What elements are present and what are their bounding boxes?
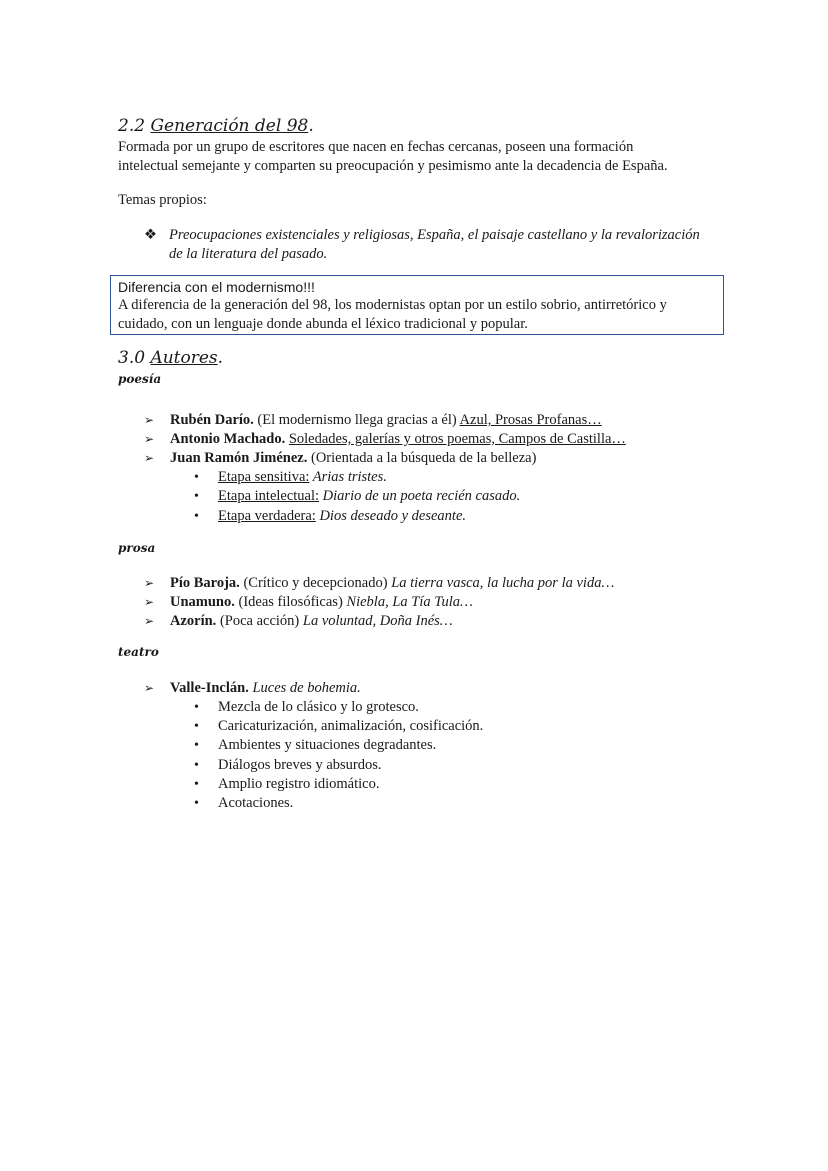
section-number: 3.0 (118, 348, 146, 368)
author-item (144, 430, 626, 449)
teatro-point-text: Diálogos breves y absurdos. (218, 757, 382, 773)
teatro-point-text: Caricaturización, animalización, cosificación. (218, 718, 484, 734)
etapa-item (194, 487, 520, 506)
author-name: Pío Baroja. (170, 575, 240, 591)
etapa-work: Diario de un poeta recién casado. (319, 488, 521, 504)
bullet-icon: • (194, 509, 199, 524)
author-works: Azul, Prosas Profanas… (459, 412, 602, 428)
temas-line-1: Preocupaciones existenciales y religiosas, España, el paisaje castellano y la revalorización (169, 227, 700, 243)
author-item (144, 449, 536, 468)
bullet-icon: • (194, 777, 199, 792)
author-item (144, 574, 614, 593)
author-name: Azorín. (170, 613, 217, 629)
temas-label: Temas propios: (118, 192, 207, 208)
etapa-work: Arias tristes. (309, 469, 387, 485)
section-heading-autores (118, 348, 223, 368)
subsection-poesia: poesía (118, 372, 162, 386)
section-title: Generación del 98 (150, 116, 309, 136)
arrow-icon: ➢ (144, 432, 155, 446)
author-works: La tierra vasca, la lucha por la vida… (391, 575, 615, 591)
teatro-point (194, 698, 419, 717)
author-name: Rubén Darío. (170, 412, 254, 428)
author-desc: (Poca acción) (216, 613, 303, 629)
author-item (144, 593, 473, 612)
section-title-period: . (217, 348, 224, 368)
author-works: Luces de bohemia. (248, 680, 361, 696)
author-desc: (Orientada a la búsqueda de la belleza) (307, 450, 537, 466)
author-desc: (El modernismo llega gracias a él) (253, 412, 460, 428)
author-item (144, 411, 602, 430)
author-item (144, 679, 361, 698)
arrow-icon: ➢ (144, 451, 155, 465)
etapa-label: Etapa sensitiva: (218, 469, 310, 485)
arrow-icon: ➢ (144, 681, 155, 695)
teatro-point-text: Acotaciones. (218, 795, 294, 811)
author-desc: (Ideas filosóficas) (234, 594, 347, 610)
author-works: Niebla, La Tía Tula… (346, 594, 473, 610)
section-number: 2.2 (118, 116, 146, 136)
etapa-label: Etapa intelectual: (218, 488, 320, 504)
temas-bullet-icon: ❖ (144, 227, 157, 243)
teatro-point (194, 775, 380, 794)
arrow-icon: ➢ (144, 413, 155, 427)
etapa-item (194, 468, 387, 487)
etapa-label: Etapa verdadera: (218, 508, 316, 524)
callout-title: Diferencia con el modernismo!!! (118, 279, 315, 295)
callout-line-1: A diferencia de la generación del 98, los modernistas optan por un estilo sobrio, antirretórico y (118, 297, 667, 313)
author-item (144, 612, 453, 631)
section-heading-gen98 (118, 116, 314, 136)
author-name: Antonio Machado. (170, 431, 286, 447)
callout-line-2: cuidado, con un lenguaje donde abunda el léxico tradicional y popular. (118, 316, 528, 332)
etapa-work: Dios deseado y deseante. (315, 508, 467, 524)
author-works: Soledades, galerías y otros poemas, Campos de Castilla… (288, 431, 626, 447)
author-name: Unamuno. (170, 594, 235, 610)
bullet-icon: • (194, 489, 199, 504)
subsection-teatro: teatro (118, 645, 159, 659)
bullet-icon: • (194, 758, 199, 773)
intro-line-2: intelectual semejante y comparten su preocupación y pesimismo ante la decadencia de España. (118, 158, 668, 174)
author-works: La voluntad, Doña Inés… (302, 613, 453, 629)
bullet-icon: • (194, 738, 199, 753)
teatro-point (194, 756, 382, 775)
arrow-icon: ➢ (144, 595, 155, 609)
bullet-icon: • (194, 796, 199, 811)
bullet-icon: • (194, 700, 199, 715)
arrow-icon: ➢ (144, 576, 155, 590)
teatro-point-text: Ambientes y situaciones degradantes. (218, 737, 437, 753)
author-name: Valle-Inclán. (170, 680, 249, 696)
teatro-point (194, 717, 483, 736)
etapa-item (194, 507, 466, 526)
bullet-icon: • (194, 719, 199, 734)
bullet-icon: • (194, 470, 199, 485)
section-title-period: . (308, 116, 314, 136)
teatro-point-text: Amplio registro idiomático. (218, 776, 380, 792)
arrow-icon: ➢ (144, 614, 155, 628)
subsection-prosa: prosa (118, 541, 156, 555)
teatro-point (194, 794, 293, 813)
author-name: Juan Ramón Jiménez. (170, 450, 308, 466)
temas-line-2: de la literatura del pasado. (169, 246, 328, 262)
intro-line-1: Formada por un grupo de escritores que nacen en fechas cercanas, poseen una formación (118, 139, 634, 155)
teatro-point (194, 736, 436, 755)
teatro-point-text: Mezcla de lo clásico y lo grotesco. (218, 699, 419, 715)
section-title: Autores (150, 348, 218, 368)
author-desc: (Crítico y decepcionado) (239, 575, 392, 591)
